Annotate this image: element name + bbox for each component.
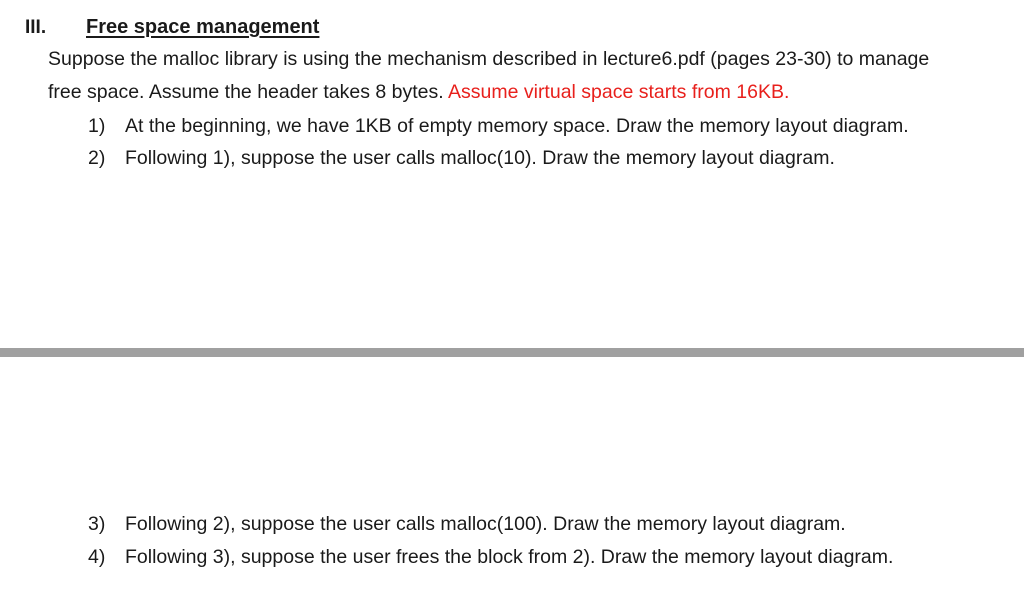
question-number: 1) [88,115,106,137]
question-item-1 [0,114,1024,140]
question-item-4 [0,545,1024,571]
question-number: 3) [88,513,106,535]
question-item-3 [0,512,1024,538]
question-text: Following 3), suppose the user frees the block from 2). Draw the memory layout diagram. [125,546,894,568]
question-number: 4) [88,546,106,568]
intro-line-2-text: free space. Assume the header takes 8 bytes. [48,81,448,103]
question-text: At the beginning, we have 1KB of empty memory space. Draw the memory layout diagram. [125,115,909,137]
intro-line-1: Suppose the malloc library is using the mechanism described in lecture6.pdf (pages 23-30) to manage [48,48,930,70]
intro-highlight: Assume virtual space starts from 16KB. [448,81,790,103]
section-title: Free space management [86,16,320,38]
question-text: Following 1), suppose the user calls malloc(10). Draw the memory layout diagram. [125,147,835,169]
question-number: 2) [88,147,106,169]
question-item-2 [0,146,1024,172]
question-text: Following 2), suppose the user calls malloc(100). Draw the memory layout diagram. [125,513,846,535]
section-numeral: III. [25,17,47,38]
page-divider [0,348,1024,357]
intro-line-2 [48,80,789,104]
